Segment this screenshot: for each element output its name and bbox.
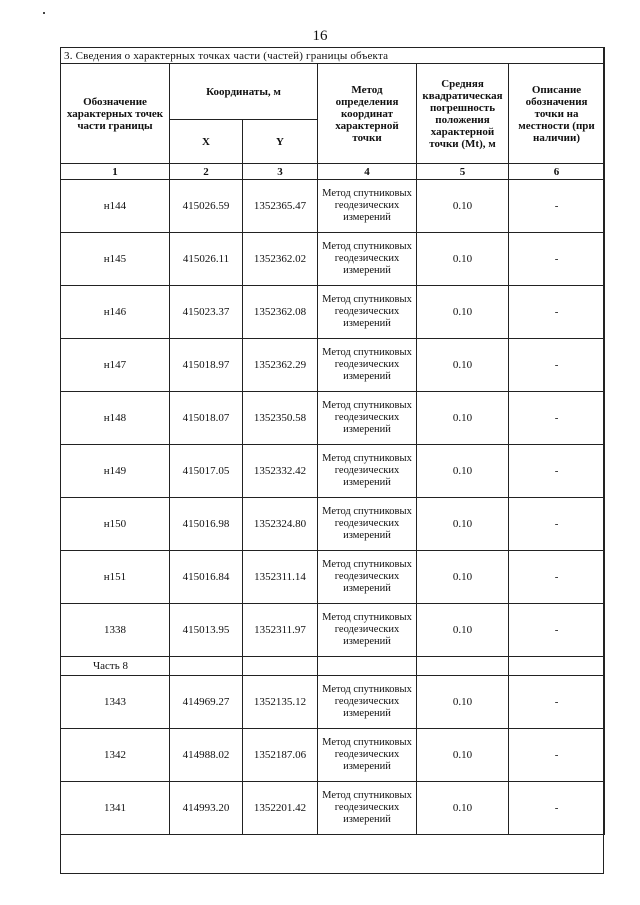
method: Метод спутниковых геодезических измерений xyxy=(318,676,417,729)
table-row xyxy=(61,498,605,551)
column-number: 1 xyxy=(61,164,170,180)
coord-y: 1352311.97 xyxy=(243,604,318,657)
column-number-row xyxy=(61,164,605,180)
column-number: 3 xyxy=(243,164,318,180)
coord-y: 1352201.42 xyxy=(243,782,318,835)
empty-cell xyxy=(509,657,605,676)
page-number: 16 xyxy=(312,28,328,44)
description: - xyxy=(509,551,605,604)
header-x: X xyxy=(170,120,243,164)
point-id: 1342 xyxy=(61,729,170,782)
error-value: 0.10 xyxy=(417,676,509,729)
description: - xyxy=(509,498,605,551)
description: - xyxy=(509,392,605,445)
method: Метод спутниковых геодезических измерений xyxy=(318,286,417,339)
coord-x: 415018.97 xyxy=(170,339,243,392)
coord-x: 415018.07 xyxy=(170,392,243,445)
point-id: 1343 xyxy=(61,676,170,729)
table-row xyxy=(61,604,605,657)
coord-x: 414993.20 xyxy=(170,782,243,835)
point-id: н151 xyxy=(61,551,170,604)
section-title: 3. Сведения о характерных точках части (частей) границы объекта xyxy=(61,48,605,64)
part-row xyxy=(61,657,605,676)
coord-y: 1352332.42 xyxy=(243,445,318,498)
table-row xyxy=(61,729,605,782)
coord-x: 414969.27 xyxy=(170,676,243,729)
column-number: 5 xyxy=(417,164,509,180)
method: Метод спутниковых геодезических измерений xyxy=(318,551,417,604)
method: Метод спутниковых геодезических измерений xyxy=(318,729,417,782)
boundary-points-table xyxy=(60,47,605,835)
header-coordinates: Координаты, м xyxy=(170,64,318,120)
point-id: н147 xyxy=(61,339,170,392)
point-id: 1341 xyxy=(61,782,170,835)
coord-y: 1352311.14 xyxy=(243,551,318,604)
table-row xyxy=(61,339,605,392)
coord-y: 1352324.80 xyxy=(243,498,318,551)
description: - xyxy=(509,782,605,835)
coord-x: 415013.95 xyxy=(170,604,243,657)
point-id: 1338 xyxy=(61,604,170,657)
part-label: Часть 8 xyxy=(61,657,170,676)
header-row-1 xyxy=(61,64,605,120)
description: - xyxy=(509,445,605,498)
header-method: Метод определения координат характерной точки xyxy=(318,64,417,164)
method: Метод спутниковых геодезических измерений xyxy=(318,445,417,498)
point-id: н149 xyxy=(61,445,170,498)
error-value: 0.10 xyxy=(417,180,509,233)
description: - xyxy=(509,180,605,233)
empty-cell xyxy=(243,657,318,676)
coord-y: 1352187.06 xyxy=(243,729,318,782)
error-value: 0.10 xyxy=(417,729,509,782)
method: Метод спутниковых геодезических измерений xyxy=(318,233,417,286)
description: - xyxy=(509,676,605,729)
scan-speck xyxy=(43,12,45,14)
point-id: н148 xyxy=(61,392,170,445)
header-y: Y xyxy=(243,120,318,164)
table-row xyxy=(61,180,605,233)
empty-cell xyxy=(318,657,417,676)
coord-x: 415016.98 xyxy=(170,498,243,551)
table-row xyxy=(61,233,605,286)
table-row xyxy=(61,392,605,445)
method: Метод спутниковых геодезических измерений xyxy=(318,498,417,551)
point-id: н145 xyxy=(61,233,170,286)
coord-x: 415026.59 xyxy=(170,180,243,233)
error-value: 0.10 xyxy=(417,286,509,339)
coord-x: 414988.02 xyxy=(170,729,243,782)
coord-x: 415016.84 xyxy=(170,551,243,604)
table-row xyxy=(61,445,605,498)
description: - xyxy=(509,286,605,339)
description: - xyxy=(509,233,605,286)
coord-y: 1352135.12 xyxy=(243,676,318,729)
column-number: 6 xyxy=(509,164,605,180)
coord-y: 1352365.47 xyxy=(243,180,318,233)
error-value: 0.10 xyxy=(417,233,509,286)
coord-x: 415017.05 xyxy=(170,445,243,498)
point-id: н150 xyxy=(61,498,170,551)
description: - xyxy=(509,339,605,392)
coord-x: 415023.37 xyxy=(170,286,243,339)
error-value: 0.10 xyxy=(417,551,509,604)
method: Метод спутниковых геодезических измерений xyxy=(318,392,417,445)
coord-y: 1352362.08 xyxy=(243,286,318,339)
header-description: Описание обозначения точки на местности (при наличии) xyxy=(509,64,605,164)
table-row xyxy=(61,551,605,604)
header-designation: Обозначение характерных точек части границы xyxy=(61,64,170,164)
coord-y: 1352350.58 xyxy=(243,392,318,445)
method: Метод спутниковых геодезических измерений xyxy=(318,604,417,657)
error-value: 0.10 xyxy=(417,604,509,657)
table-row xyxy=(61,286,605,339)
empty-cell xyxy=(170,657,243,676)
error-value: 0.10 xyxy=(417,339,509,392)
method: Метод спутниковых геодезических измерений xyxy=(318,782,417,835)
column-number: 4 xyxy=(318,164,417,180)
error-value: 0.10 xyxy=(417,782,509,835)
header-error: Средняя квадратическая погрешность положения характерной точки (Mt), м xyxy=(417,64,509,164)
method: Метод спутниковых геодезических измерений xyxy=(318,339,417,392)
empty-cell xyxy=(417,657,509,676)
table-row xyxy=(61,676,605,729)
point-id: н144 xyxy=(61,180,170,233)
section-title-row xyxy=(61,48,605,64)
description: - xyxy=(509,604,605,657)
error-value: 0.10 xyxy=(417,445,509,498)
error-value: 0.10 xyxy=(417,498,509,551)
coord-y: 1352362.29 xyxy=(243,339,318,392)
point-id: н146 xyxy=(61,286,170,339)
method: Метод спутниковых геодезических измерений xyxy=(318,180,417,233)
coord-x: 415026.11 xyxy=(170,233,243,286)
description: - xyxy=(509,729,605,782)
column-number: 2 xyxy=(170,164,243,180)
coord-y: 1352362.02 xyxy=(243,233,318,286)
error-value: 0.10 xyxy=(417,392,509,445)
table-row xyxy=(61,782,605,835)
